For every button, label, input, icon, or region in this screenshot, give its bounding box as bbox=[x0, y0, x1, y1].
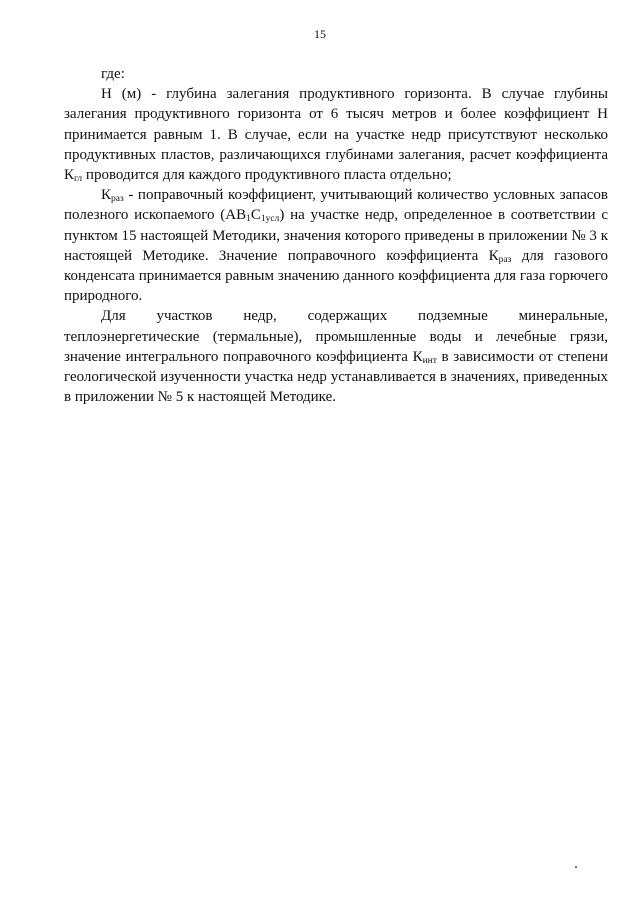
intro-line: где: bbox=[101, 66, 125, 82]
paragraph-kraz-part1: - поправочный коэффициент, учитывающий количество условных запасов полезного ископаемого ( bbox=[64, 187, 608, 224]
coef-kgl-symbol: К bbox=[64, 167, 75, 184]
paragraph-h-coefficient bbox=[64, 84, 608, 185]
paragraph-h-text: Н (м) - глубина залегания продуктивного горизонта. В случае глубины залегания продуктивного горизонта от 6 тысяч метров и более коэффициент Н принимается равным 1. В случае, если на участке недр присутствуют несколько продуктивных пластов, различающихся глубинами залегания, расчет коэффициента bbox=[64, 86, 608, 163]
coef-kint-symbol: К bbox=[412, 348, 423, 365]
document-body bbox=[64, 64, 608, 407]
coef-kraz-symbol: К bbox=[101, 187, 112, 204]
paragraph-mineral-line1: Для участков недр, содержащих подземные минеральные, bbox=[101, 308, 608, 325]
coef-kraz-subscript-2: раз bbox=[498, 254, 512, 265]
reserve-ab-symbol: АВ bbox=[225, 207, 247, 224]
paragraph-kraz-coefficient bbox=[64, 185, 608, 306]
paragraph-kraz-part2: ) на участке недр, определенное в соответствии с пунктом 15 настоящей Методики, значения которого приведены в приложении № 3 к настоящей Методике. Значение поправочного коэффициента bbox=[64, 207, 608, 264]
reserve-c-symbol: С bbox=[250, 207, 261, 224]
paragraph-kraz-part3: для газового конденсата принимается равным значению данного коэффициента для газа горючего природного. bbox=[64, 247, 608, 305]
coef-kraz-symbol-2: К bbox=[488, 247, 499, 264]
reserve-ab-subscript: 1 bbox=[246, 214, 251, 225]
coef-kraz-subscript: раз bbox=[111, 194, 124, 205]
coef-kgl-subscript: гл bbox=[74, 174, 83, 185]
paragraph-h-tail: проводится для каждого продуктивного пласта отдельно; bbox=[82, 167, 452, 184]
coef-kint-subscript: инт bbox=[422, 355, 437, 366]
paragraph-mineral-part1: теплоэнергетические (термальные), промышленные воды и лечебные грязи, значение интегрального поправочного коэффициента bbox=[64, 328, 608, 365]
reserve-c-subscript: 1усл bbox=[260, 214, 280, 225]
scan-speck bbox=[575, 866, 577, 868]
paragraph-mineral-body bbox=[64, 327, 608, 408]
page-number: 15 bbox=[314, 27, 326, 41]
paragraph-mineral-part2: в зависимости от степени геологической изученности участка недр устанавливается в значениях, приведенных в приложении № 5 к настоящей Методике. bbox=[64, 348, 608, 406]
